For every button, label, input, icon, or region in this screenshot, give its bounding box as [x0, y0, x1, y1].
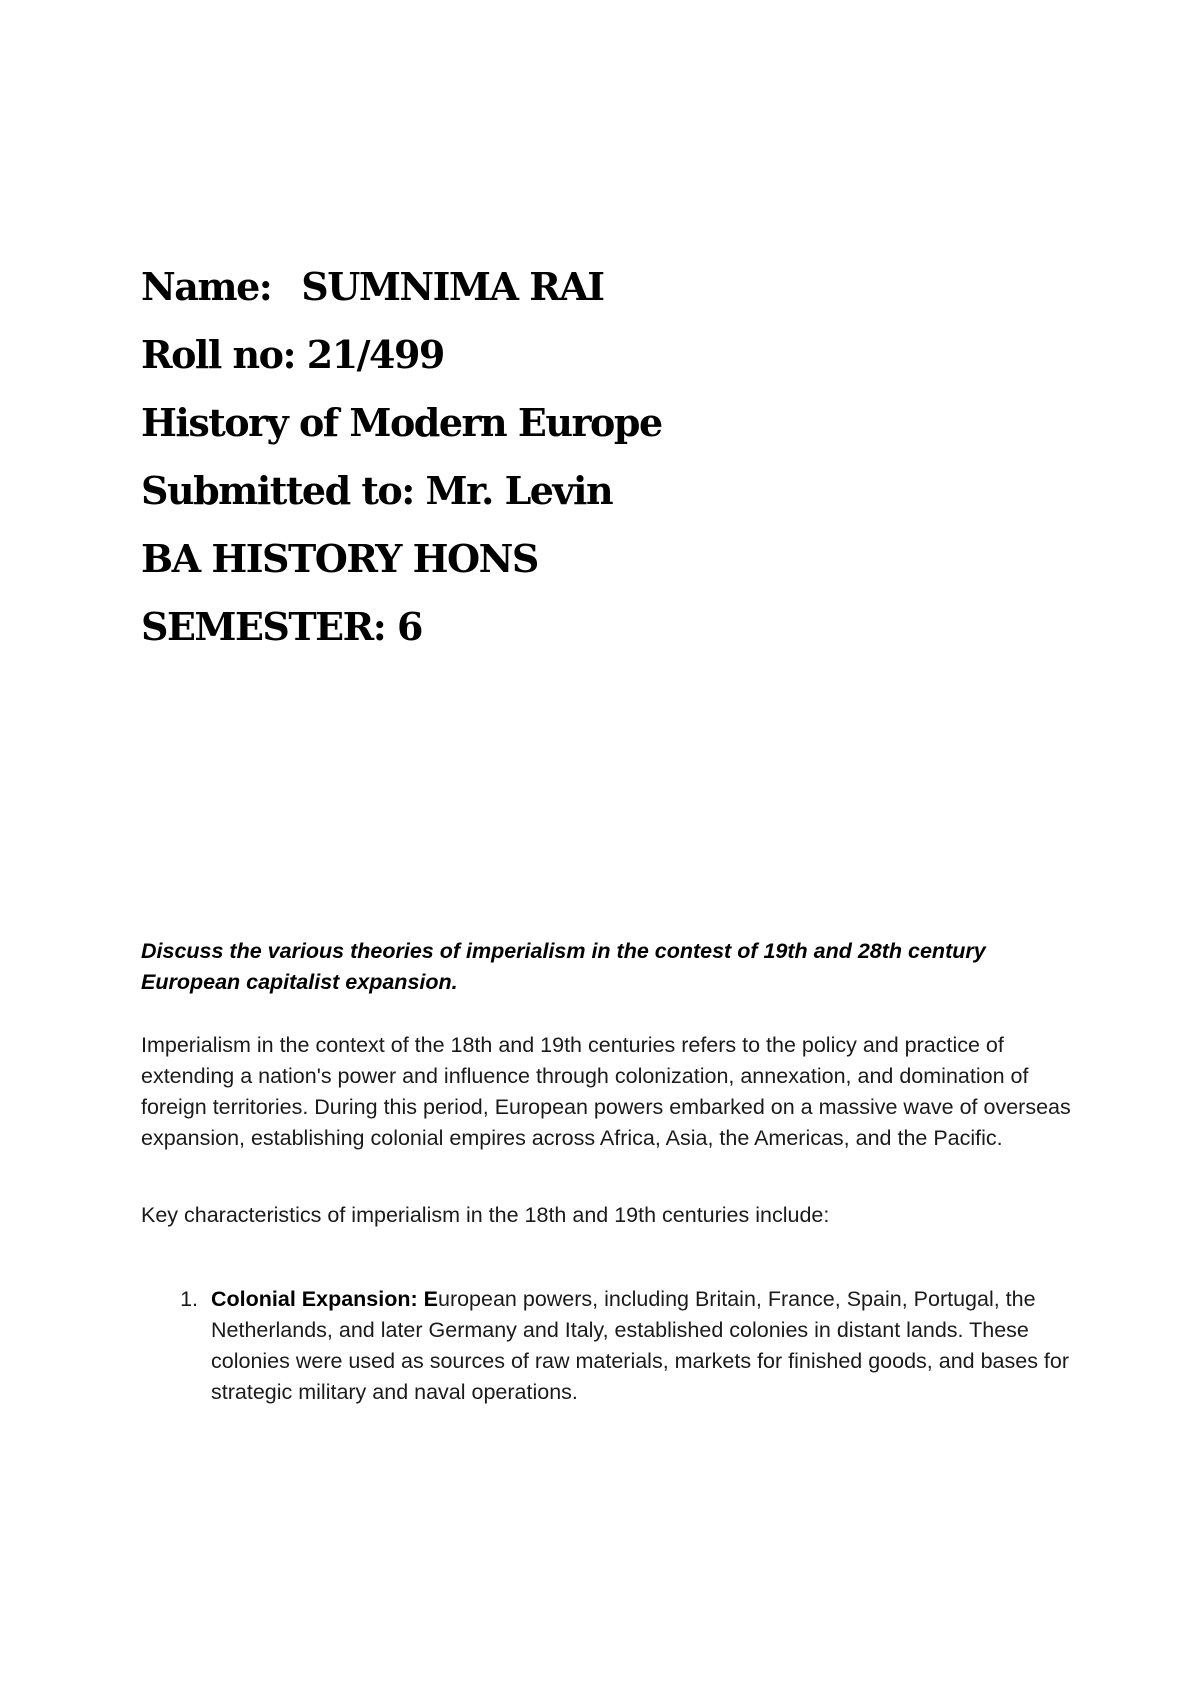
program-line: BA HISTORY HONS: [141, 536, 538, 581]
list-item-number: 1.: [180, 1287, 198, 1311]
submitted-to-line: Submitted to: Mr. Levin: [141, 468, 613, 513]
name-line: [141, 253, 1041, 321]
intro-paragraph: Imperialism in the context of the 18th and 19th centuries refers to the policy and practice of extending a nation's power and influence through colonization, annexation, and domination of foreign territories. During this period, European powers embarked on a massive wave of overseas expansion, establishing colonial empires across Africa, Asia, the Americas, and the Pacific.: [141, 1033, 1071, 1150]
name-label: Name:: [141, 264, 272, 309]
characteristics-list: [141, 1284, 1071, 1408]
list-item: [141, 1284, 1071, 1408]
roll-number-line: Roll no: 21/499: [141, 332, 444, 377]
essay-body: [141, 936, 1071, 1408]
course-title-line: History of Modern Europe: [141, 400, 662, 445]
key-characteristics-intro: Key characteristics of imperialism in the 18th and 19th centuries include:: [141, 1203, 830, 1227]
semester-line: SEMESTER: 6: [141, 604, 422, 649]
list-item-text: uropean powers, including Britain, France, Spain, Portugal, the Netherlands, and later Germany and Italy, established colonies in distant lands. These colonies were used as sources of raw materials, markets for finished goods, and bases for strategic military and naval operations.: [211, 1287, 1070, 1404]
student-name: SUMNIMA RAI: [301, 264, 604, 309]
cover-header: [141, 253, 1041, 661]
list-item-first-letter: E: [423, 1287, 438, 1311]
list-item-body: [211, 1284, 1071, 1408]
list-item-term: Colonial Expansion:: [211, 1287, 424, 1311]
essay-question: Discuss the various theories of imperialism in the contest of 19th and 28th century European capitalist expansion.: [141, 939, 986, 994]
